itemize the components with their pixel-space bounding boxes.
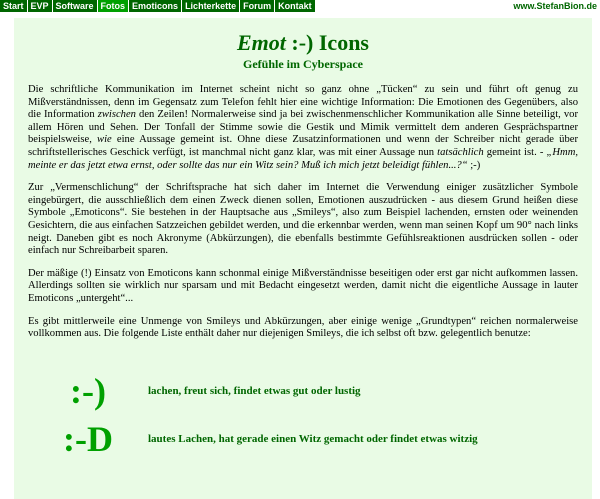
text-segment: den Zeilen! Normalerweise sind ja bei zwischenmenschlicher Kommunikation alle Sinne beteiligt, vor allem Hören und Sehen. Der Tonfall der Stimme sowie die Gestik und Mimik vermittelt dem anderen Gesprächspartner beispielsweise, bbox=[28, 109, 578, 146]
text-segment: eine Aussage gemeint ist. Ohne diese Zusatzinformationen und wenn der Schreiber nicht gerade über schriftstellerisches Geschick verfügt, ist manchmal nicht ganz klar, was mit einer Aussage nun bbox=[28, 134, 578, 158]
smiley-description: lachen, freut sich, findet etwas gut oder lustig bbox=[148, 384, 361, 397]
smiley-face: :-D bbox=[63, 418, 113, 459]
intro-paragraph bbox=[28, 84, 578, 172]
nav-software[interactable]: Software bbox=[53, 0, 97, 12]
text-emphasis: wie bbox=[97, 134, 112, 146]
text-emphasis: tatsächlich bbox=[437, 146, 484, 158]
text-segment: ;-) bbox=[467, 159, 481, 171]
nav-emoticons[interactable]: Emoticons bbox=[129, 0, 181, 12]
paragraph-usage: Der mäßige (!) Einsatz von Emoticons kann schonmal einige Mißverständnisse beseitigen oder erst gar nicht aufkommen lassen. Allerdings sollten sie wirklich nur sparsam und mit Bedacht eingesetzt werden, damit nicht die eigentliche Aussage in lauter Emoticons „untergeht“... bbox=[28, 267, 578, 304]
nav-kontakt[interactable]: Kontakt bbox=[275, 0, 315, 12]
text-segment: gemeint ist. - bbox=[483, 146, 547, 158]
smiley-list bbox=[28, 367, 578, 463]
nav-start[interactable]: Start bbox=[0, 0, 27, 12]
text-quote: „Hmm, meinte er das jetzt etwa ernst, oder sollte das nur ein Witz sein? Muß ich mich jetzt beleidigt fühlen...?“ bbox=[28, 146, 579, 171]
nav-lichterkette[interactable]: Lichterkette bbox=[182, 0, 239, 12]
text-emphasis: zwischen bbox=[97, 109, 136, 121]
smiley-face: :-) bbox=[70, 370, 106, 411]
page-title-em: Emot bbox=[236, 30, 286, 55]
paragraph-emoticons: Zur „Vermenschlichung“ der Schriftsprache hat sich daher im Internet die Verwendung einiger zusätzlicher Symbole eingebürgert, die ausschließlich dem einen Zweck dienen sollen, Emotionen auszudrücken - aus diesem Grund heißen diese Symbole „Emoticons“. Sie bestehen in der Hauptsache aus „Smileys“, also zum Beispiel lachenden, ernsten oder weinenden Gesichtern, die aus einfachen Satzzeichen gebildet werden, und die erkennbar werden, wenn man seinen Kopf um 90° nach links neigt. Daneben gibt es noch Akronyme (Abkürzungen), die ebenfalls bestimmte Gefühlsreaktionen ausdrücken sollen - oder einfach nur Schreibarbeit sparen. bbox=[28, 182, 578, 257]
smiley-row bbox=[28, 367, 578, 415]
nav-forum[interactable]: Forum bbox=[240, 0, 274, 12]
nav-fotos[interactable]: Fotos bbox=[98, 0, 129, 12]
paragraph-list-intro: Es gibt mittlerweile eine Unmenge von Smileys und Abkürzungen, aber einige wenige „Grundtypen“ reichen normalerweise vollkommen aus. Die folgende Liste enthält daher nur diejenigen Smileys, die ich selbst oft bzw. gelegentlich benutze: bbox=[28, 315, 578, 340]
main-nav bbox=[0, 0, 316, 12]
page-subtitle: Gefühle im Cyberspace bbox=[243, 57, 363, 71]
nav-evp[interactable]: EVP bbox=[28, 0, 52, 12]
site-url-link[interactable]: www.StefanBion.de bbox=[513, 1, 597, 11]
page-title-rest: :-) Icons bbox=[285, 30, 369, 55]
top-bar bbox=[0, 0, 600, 12]
smiley-description: lautes Lachen, hat gerade einen Witz gemacht oder findet etwas witzig bbox=[148, 432, 478, 445]
page-title bbox=[28, 30, 578, 56]
text-segment: Die schriftliche Kommunikation im Internet scheint nicht so ganz ohne „Tücken“ zu sein und führt oft genug zu Mißverständnissen, denn im Gegensatz zum Telefon fehlt hier eine wichtige Information: Die Emotionen des Gegenübers, also die Information bbox=[28, 84, 578, 121]
content-area bbox=[14, 18, 592, 499]
smiley-row bbox=[28, 415, 578, 463]
